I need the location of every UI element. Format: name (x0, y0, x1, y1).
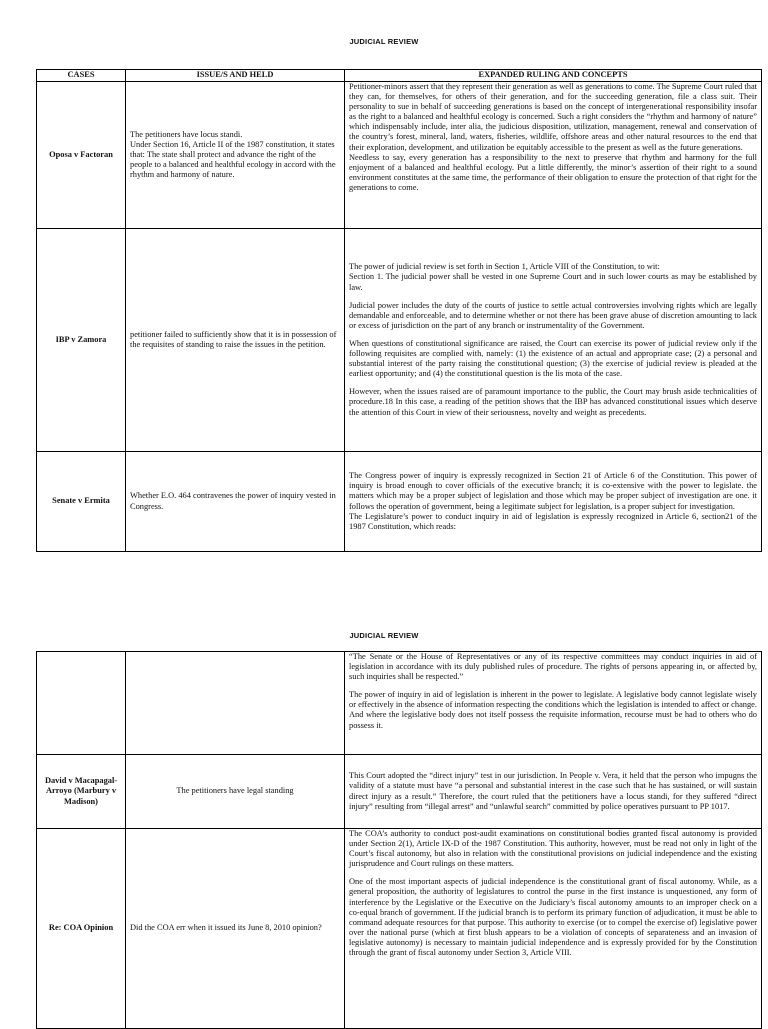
ruling-text (345, 82, 762, 229)
case-name: Oposa v Factoran (37, 82, 126, 229)
ruling-text (345, 829, 762, 1029)
column-header-ruling: EXPANDED RULING AND CONCEPTS (345, 70, 762, 82)
table-header-row (37, 70, 762, 82)
column-header-cases: CASES (37, 70, 126, 82)
table-row (37, 755, 762, 829)
judicial-review-table-continued (36, 651, 762, 1029)
issue-held (126, 652, 345, 755)
case-name (37, 652, 126, 755)
case-name: Senate v Ermita (37, 452, 126, 552)
case-name: David v Macapagal-Arroyo (Marbury v Madison) (37, 755, 126, 829)
case-name: Re: COA Opinion (37, 829, 126, 1029)
table-row (37, 452, 762, 552)
case-name: IBP v Zamora (37, 229, 126, 452)
table-row (37, 82, 762, 229)
ruling-paragraph: This Court adopted the “direct injury” test in our jurisdiction. In People v. Vera, it held that the person who impugns the validity of a statute must have “a personal and substantial interest in the case such that he has sustained, or will sustain direct injury as a result.” Therefore, the court ruled that the petitioners have a locus standi, for they suffered “direct injury” resulting from “illegal arrest” and “unlawful search” committed by police operatives pursuant to PP 1017. (349, 771, 757, 811)
ruling-paragraph: One of the most important aspects of judicial independence is the constitutional grant of fiscal autonomy. While, as a general proposition, the authority of legislatures to control the purse in the first instance is unquestioned, any form of interference by the Legislative or the Executive on the Judiciary’s fiscal autonomy amounts to an improper check on a co-equal branch of government. If the judicial branch is to perform its primary function of adjudication, it must be able to command adequate resources for that purpose. This authority to exercise (or to compel the exercise of) legislative power over the national purse (which at first blush appears to be a violation of concepts of separateness and an invasion of legislative autonomy) is necessary to maintain judicial independence and is expressly provided for by the Constitution through the grant of fiscal autonomy under Section 3, Article VIII. (349, 877, 757, 958)
page-title: JUDICIAL REVIEW (349, 631, 419, 640)
judicial-review-table (36, 69, 762, 552)
ruling-paragraph: Judicial power includes the duty of the courts of justice to settle actual controversies involving rights which are legally demandable and enforceable, and to determine whether or not there has been grave abuse of discretion amounting to lack or excess of jurisdiction on the part of any branch or instrumentality of the Government. (349, 300, 757, 330)
table-row (37, 829, 762, 1029)
ruling-text (345, 755, 762, 829)
ruling-paragraph: “The Senate or the House of Representatives or any of its respective committees may conduct inquiries in aid of legislation in accordance with its duly published rules of procedure. The rights of persons appearing in, or affected by, such inquiries shall be respected.” (349, 652, 757, 682)
column-header-issues: ISSUE/S AND HELD (126, 70, 345, 82)
issue-held: The petitioners have legal standing (126, 755, 345, 829)
table-row (37, 229, 762, 452)
ruling-paragraph: Petitioner-minors assert that they represent their generation as well as generations to come. The Supreme Court ruled that they can, for themselves, for others of their generation, and for the succeeding generation, file a class suit. Their personality to sue in behalf of succeeding generations is based on the concept of intergenerational responsibility insofar as the right to a balanced and healthful ecology is concerned. Such a right considers the “rhythm and harmony of nature” which indispensably include, inter alia, the judicious disposition, utilization, management, renewal and conservation of the country’s forest, mineral, land, waters, fisheries, wildlife, offshore areas and other natural resources to the end that their exploration, development, and utilization be equitably accessible to the present as well as the future generations. Needless to say, every generation has a responsibility to the next to preserve that rhythm and harmony for the full enjoyment of a balanced and healthful ecology. Put a little differently, the minor’s assertion of their right to a sound environment constitutes at the same time, the performance of their obligation to ensure the protection of that right for the generations to come. (349, 82, 757, 192)
ruling-text (345, 229, 762, 452)
issue-held: petitioner failed to sufficiently show that it is in possession of the requisites of standing to raise the issues in the petition. (126, 229, 345, 452)
ruling-paragraph: The power of judicial review is set forth in Section 1, Article VIII of the Constitution, to wit: Section 1. The judicial power shall be vested in one Supreme Court and in such lower courts as may be established by law. (349, 262, 757, 292)
page-title: JUDICIAL REVIEW (349, 37, 419, 46)
ruling-paragraph: The Congress power of inquiry is expressly recognized in Section 21 of Article 6 of the Constitution. This power of inquiry is broad enough to cover officials of the executive branch; it is co-extensive with the power to legislate. the matters which may be a proper subject of legislation and those which may be proper subject of investigation are one. it follows the operation of government, being a legitimate subject for legislation, is a proper subject for investigation. The Legislature’s power to conduct inquiry in aid of legislation is expressly recognized in Article 6, section21 of the 1987 Constitution, which reads: (349, 471, 757, 531)
issue-held: Whether E.O. 464 contravenes the power of inquiry vested in Congress. (126, 452, 345, 552)
table-row (37, 652, 762, 755)
ruling-paragraph: The power of inquiry in aid of legislation is inherent in the power to legislate. A legislative body cannot legislate wisely or effectively in the absence of information respecting the conditions which the legislation is intended to affect or change. And where the legislative body does not itself possess the requisite information, recourse must be had to others who do possess it. (349, 690, 757, 730)
issue-held: Did the COA err when it issued its June 8, 2010 opinion? (126, 829, 345, 1029)
ruling-paragraph: The COA’s authority to conduct post-audit examinations on constitutional bodies granted fiscal autonomy is provided under Section 2(1), Article IX-D of the 1987 Constitution. This authority, however, must be read not only in light of the Court’s fiscal autonomy, but also in relation with the constitutional provisions on judicial independence and the existing jurisprudence and Court rulings on these matters. (349, 829, 757, 869)
ruling-paragraph: However, when the issues raised are of paramount importance to the public, the Court may brush aside technicalities of procedure.18 In this case, a reading of the petition shows that the IBP has advanced constitutional issues which deserve the attention of this Court in view of their seriousness, novelty and weight as precedents. (349, 387, 757, 417)
ruling-text (345, 452, 762, 552)
ruling-text (345, 652, 762, 755)
issue-held: The petitioners have locus standi. Under Section 16, Article II of the 1987 constitution, it states that: The state shall protect and advance the right of the people to a balanced and healthful ecology in accord with the rhythm and harmony of nature. (126, 82, 345, 229)
ruling-paragraph: When questions of constitutional significance are raised, the Court can exercise its power of judicial review only if the following requisites are complied with, namely: (1) the existence of an actual and appropriate case; (2) a personal and substantial interest of the party raising the constitutional question; (3) the exercise of judicial review is pleaded at the earliest opportunity; and (4) the constitutional question is the lis mota of the case. (349, 338, 757, 379)
